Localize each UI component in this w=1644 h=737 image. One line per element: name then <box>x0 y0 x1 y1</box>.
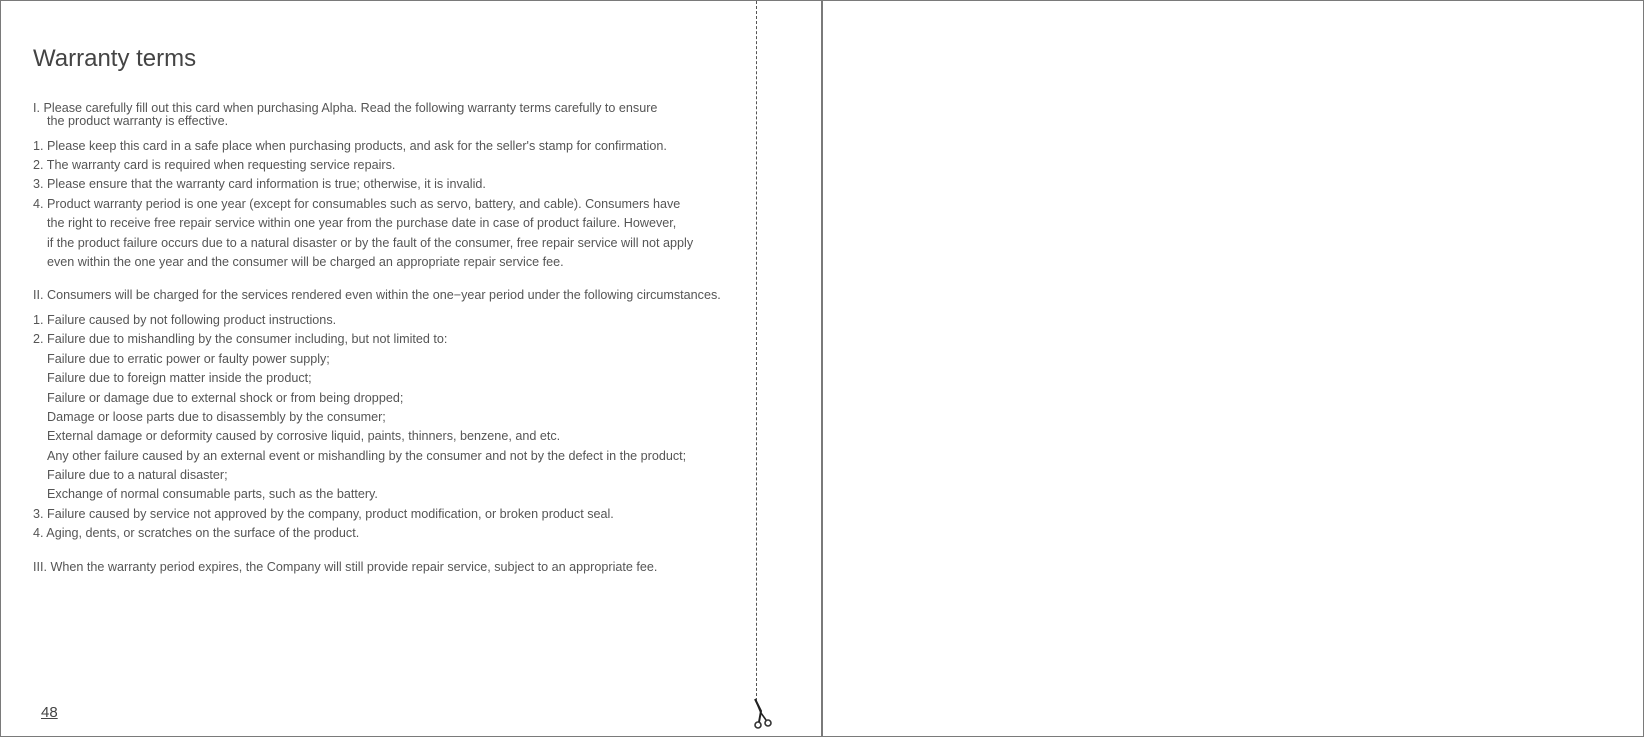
section1-item-2: 2. The warranty card is required when requesting service repairs. <box>33 158 396 172</box>
section2-item-2-sub: Damage or loose parts due to disassembly by the consumer; <box>47 410 386 424</box>
section1-intro-cont: the product warranty is effective. <box>47 114 229 128</box>
section1-item-4-cont: the right to receive free repair service within one year from the purchase date in case of product failure. However, <box>47 216 677 230</box>
section1-item-4-cont: if the product failure occurs due to a natural disaster or by the fault of the consumer, free repair service will not apply <box>47 236 694 250</box>
page-divider <box>821 1 823 736</box>
section1-item-1: 1. Please keep this card in a safe place when purchasing products, and ask for the seller's stamp for confirmation. <box>33 139 667 153</box>
scissors-icon <box>753 697 777 731</box>
section2-item-2-sub: External damage or deformity caused by corrosive liquid, paints, thinners, benzene, and etc. <box>47 429 561 443</box>
left-page <box>1 1 821 736</box>
section2-item-1: 1. Failure caused by not following product instructions. <box>33 313 337 327</box>
section2-item-4: 4. Aging, dents, or scratches on the surface of the product. <box>33 526 360 540</box>
section2-intro: II. Consumers will be charged for the services rendered even within the one−year period under the following circumstances. <box>33 288 721 302</box>
section2-item-2-sub: Any other failure caused by an external event or mishandling by the consumer and not by the defect in the product; <box>47 449 687 463</box>
section2-item-2-sub: Failure due to a natural disaster; <box>47 468 228 482</box>
section1-item-4-cont: even within the one year and the consumer will be charged an appropriate repair service fee. <box>47 255 564 269</box>
section2-item-2-sub: Failure or damage due to external shock or from being dropped; <box>47 391 404 405</box>
section2-item-2-sub: Failure due to foreign matter inside the product; <box>47 371 312 385</box>
section3-text: III. When the warranty period expires, the Company will still provide repair service, subject to an appropriate fee. <box>33 560 658 574</box>
page-number: 48 <box>41 704 58 721</box>
section1-item-4: 4. Product warranty period is one year (except for consumables such as servo, battery, and cable). Consumers have <box>33 197 681 211</box>
section1-intro: I. Please carefully fill out this card when purchasing Alpha. Read the following warranty terms carefully to ensure <box>33 101 658 115</box>
section2-item-2-sub: Failure due to erratic power or faulty power supply; <box>47 352 330 366</box>
cut-line <box>756 1 757 701</box>
section2-item-2-sub: Exchange of normal consumable parts, such as the battery. <box>47 487 378 501</box>
section2-item-3: 3. Failure caused by service not approved by the company, product modification, or broken product seal. <box>33 507 614 521</box>
section1-item-3: 3. Please ensure that the warranty card information is true; otherwise, it is invalid. <box>33 177 486 191</box>
section2-item-2: 2. Failure due to mishandling by the consumer including, but not limited to: <box>33 332 448 346</box>
page-title: Warranty terms <box>33 45 197 72</box>
